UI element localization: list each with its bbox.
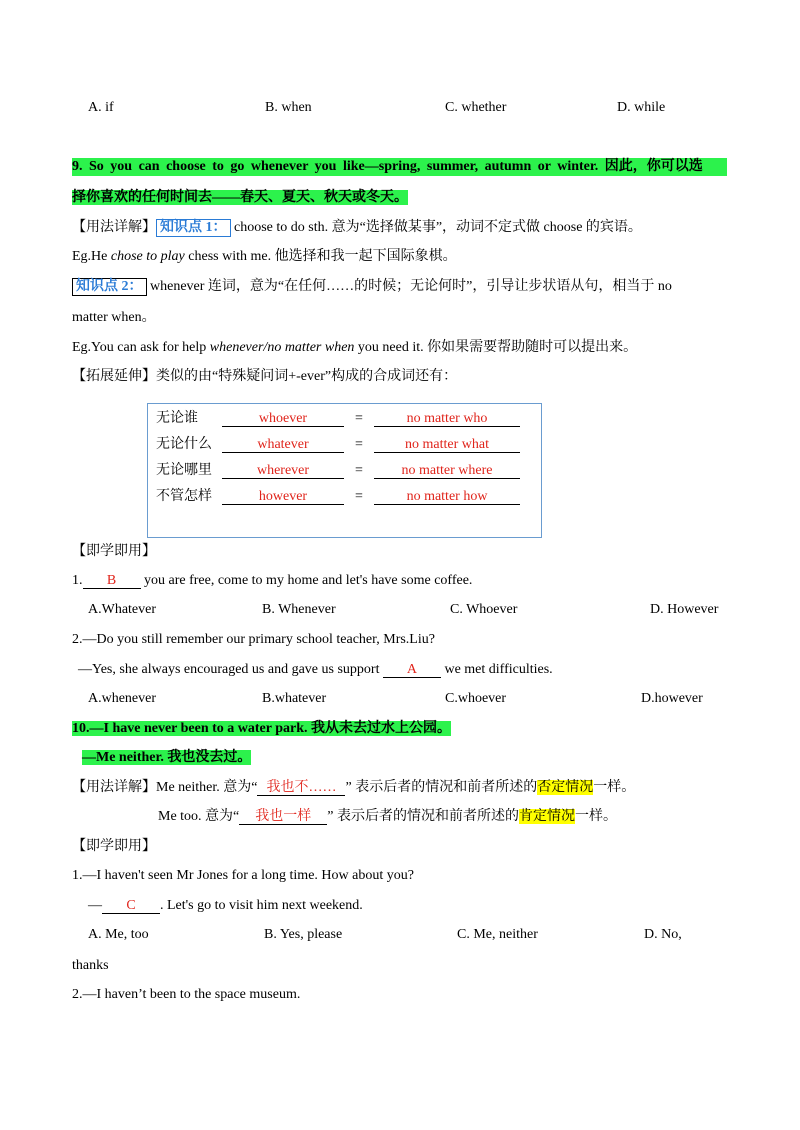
option-b: B. Whenever	[262, 602, 336, 617]
extension-line: 【拓展延伸】类似的由“特殊疑问词+-ever”构成的合成词还有：	[72, 369, 458, 384]
option-b: B. when	[265, 100, 312, 115]
example-1	[72, 248, 457, 266]
option-a: A.Whatever	[88, 602, 157, 617]
practice-heading: 【即学即用】	[72, 839, 156, 854]
table-no-matter: no matter who	[374, 411, 520, 427]
option-a: A.whenever	[88, 691, 157, 706]
section-10-line2: —Me neither. 我也没去过。	[82, 750, 252, 765]
practice-q1-answer	[88, 897, 363, 915]
table-no-matter: no matter how	[374, 489, 520, 505]
example-2-suffix: you need it. 你如果需要帮助随时可以提出来。	[354, 340, 638, 355]
too-usage	[158, 808, 617, 826]
section-9-line2: 择你喜欢的任何时间去——春天、夏天、秋天或冬天。	[72, 190, 408, 205]
question-text: you are free, come to my home and let's have some coffee.	[140, 573, 473, 588]
example-1-suffix: chess with me. 他选择和我一起下国际象棋。	[184, 249, 457, 264]
table-row	[156, 436, 520, 454]
neither-suffix: 一样。	[593, 780, 636, 795]
option-d: D. while	[617, 100, 666, 115]
neither-mid: ” 表示后者的情况和前者所述的	[345, 780, 538, 795]
table-no-matter: no matter where	[374, 463, 520, 479]
equals-sign: =	[355, 411, 363, 426]
kp2-badge: 知识点 2：	[72, 278, 147, 296]
section-9-line1: 9. So you can choose to go whenever you like—spring, summer, autumn or winter. 因此，你可以选	[72, 158, 727, 176]
equals-sign: =	[355, 437, 363, 452]
practice-q2: 2.—I haven’t been to the space museum.	[72, 987, 301, 1002]
practice-heading: 【即学即用】	[72, 544, 156, 559]
table-ever-word: wherever	[222, 463, 344, 479]
usage-tag: 【用法详解】	[72, 220, 156, 235]
answer-suffix: . Let's go to visit him next weekend.	[160, 898, 363, 913]
example-1-italic: chose to play	[110, 249, 185, 264]
table-cn: 无论哪里	[156, 463, 212, 478]
table-cn: 无论什么	[156, 437, 212, 452]
positive-highlight: 肯定情况	[518, 809, 575, 824]
kp1-line	[72, 219, 642, 237]
equals-sign: =	[355, 463, 363, 478]
answer-prefix: —Yes, she always encouraged us and gave us support	[78, 662, 383, 677]
table-cn: 不管怎样	[156, 489, 212, 504]
too-mid: ” 表示后者的情况和前者所述的	[327, 809, 519, 824]
option-c: C. Whoever	[450, 602, 518, 617]
table-row	[156, 410, 520, 428]
table-row	[156, 462, 520, 480]
table-cn: 无论谁	[156, 411, 198, 426]
neither-prefix: Me neither. 意为“	[156, 780, 258, 795]
too-prefix: Me too. 意为“	[158, 809, 240, 824]
option-d-cont: thanks	[72, 958, 109, 973]
section-10-heading	[72, 720, 451, 738]
example-2-italic: whenever/no matter when	[209, 340, 355, 355]
practice-q2: 2.—Do you still remember our primary school teacher, Mrs.Liu?	[72, 632, 435, 647]
answer-blank: B	[83, 573, 141, 589]
example-1-prefix: Eg.He	[72, 249, 111, 264]
table-ever-word: whoever	[222, 411, 344, 427]
kp2-line	[72, 278, 727, 296]
answer-prefix: —	[88, 898, 102, 913]
section-9-heading	[72, 158, 727, 176]
example-2-prefix: Eg.You can ask for help	[72, 340, 210, 355]
example-2	[72, 339, 637, 357]
neither-usage	[72, 779, 635, 797]
option-c: C.whoever	[445, 691, 507, 706]
section-10-heading-cont	[82, 749, 251, 767]
option-c: C. whether	[445, 100, 507, 115]
option-c: C. Me, neither	[457, 927, 538, 942]
kp1-text: choose to do sth. 意为“选择做某事”，动词不定式做 choose 的宾语。	[230, 220, 642, 235]
practice-q2-answer	[78, 661, 553, 679]
equals-sign: =	[355, 489, 363, 504]
practice-q1: 1.—I haven't seen Mr Jones for a long time. How about you?	[72, 868, 414, 883]
kp2-cont: matter when。	[72, 310, 156, 325]
option-b: B. Yes, please	[264, 927, 343, 942]
option-a: A. if	[88, 100, 114, 115]
answer-suffix: we met difficulties.	[440, 662, 553, 677]
too-fill: 我也一样	[239, 809, 327, 825]
option-b: B.whatever	[262, 691, 327, 706]
option-d: D. However	[650, 602, 719, 617]
question-number: 1.	[72, 573, 83, 588]
table-ever-word: however	[222, 489, 344, 505]
table-no-matter: no matter what	[374, 437, 520, 453]
kp1-badge: 知识点 1：	[156, 219, 231, 237]
kp2-text: whenever 连词，意为“在任何……的时候；无论何时”，引导让步状语从句，相当于 no	[146, 279, 672, 294]
answer-blank: C	[102, 898, 160, 914]
practice-q1	[72, 572, 472, 590]
usage-tag: 【用法详解】	[72, 780, 156, 795]
negative-highlight: 否定情况	[537, 780, 594, 795]
option-a: A. Me, too	[88, 927, 149, 942]
option-d: D. No,	[644, 927, 682, 942]
table-ever-word: whatever	[222, 437, 344, 453]
section-9-heading-cont	[72, 189, 408, 207]
answer-blank: A	[383, 662, 441, 678]
option-d: D.however	[641, 691, 703, 706]
too-suffix: 一样。	[574, 809, 617, 824]
section-10-line1: 10.—I have never been to a water park. 我从未去过水上公园。	[72, 721, 452, 736]
neither-fill: 我也不……	[257, 780, 345, 796]
table-row	[156, 488, 520, 506]
